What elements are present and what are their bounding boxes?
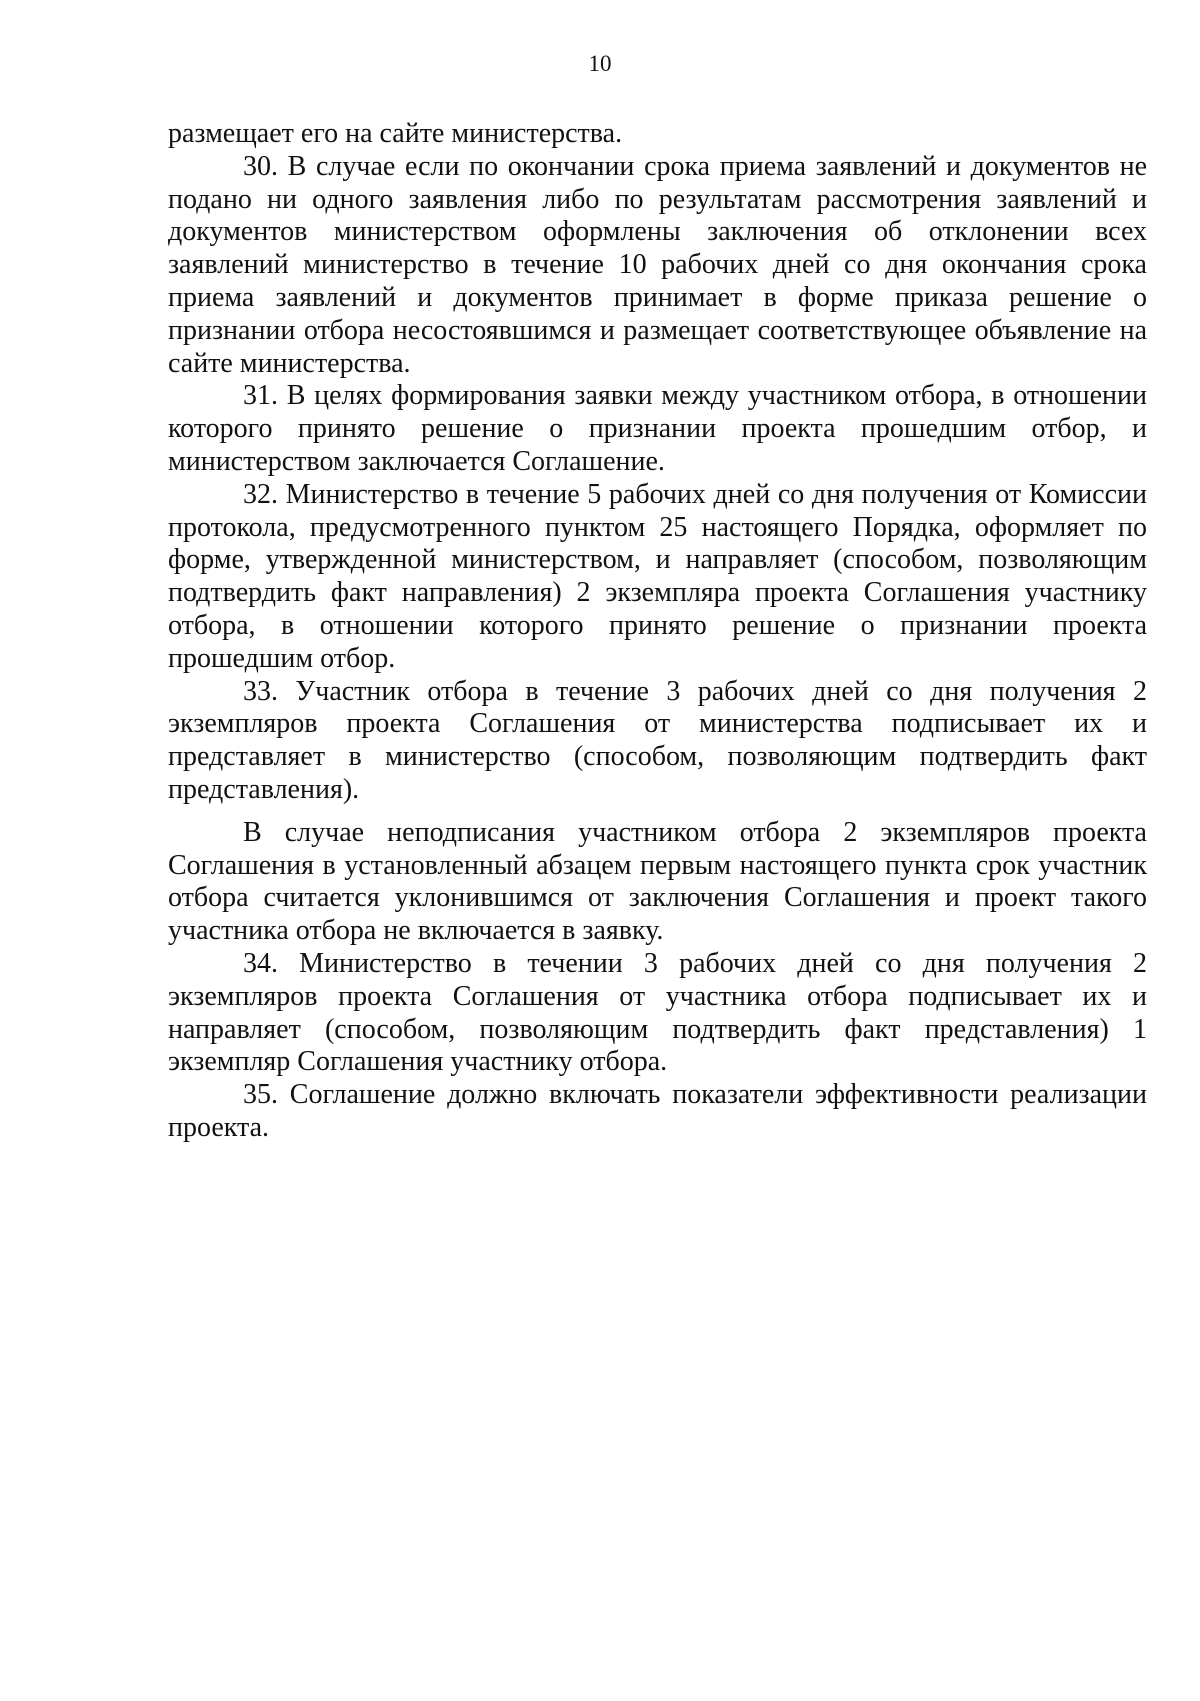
paragraph-item-33-second: В случае неподписания участником отбора 2 экземпляров проекта Соглашения в установленный абзацем первым настоящего пункта срок участник отбора считается уклонившимся от заключения Соглашения и проект такого участника отбора не включается в заявку. (168, 816, 1147, 947)
paragraph-item-31: 31. В целях формирования заявки между участником отбора, в отношении которого принято решение о признании проекта прошедшим отбор, и министерством заключается Соглашение. (168, 380, 1147, 477)
paragraph-continuation: размещает его на сайте министерства. (168, 118, 623, 149)
paragraph-item-34: 34. Министерство в течении 3 рабочих дней со дня получения 2 экземпляров проекта Соглашения от участника отбора подписывает их и направляет (способом, позволяющим подтвердить факт представления) 1 экземпляр Соглашения участнику отбора. (168, 947, 1147, 1078)
paragraph-item-33: 33. Участник отбора в течение 3 рабочих дней со дня получения 2 экземпляров проекта Соглашения от министерства подписывает их и представляет в министерство (способом, позволяющим подтвердить факт представления). (168, 675, 1147, 805)
page-number: 10 (588, 51, 612, 76)
paragraph-item-35: 35. Соглашение должно включать показатели эффективности реализации проекта. (168, 1079, 1147, 1143)
document-body (168, 118, 1147, 1145)
paragraph-item-30: 30. В случае если по окончании срока приема заявлений и документов не подано ни одного заявления либо по результатам рассмотрения заявлений и документов министерством оформлены заключения об отклонении всех заявлений министерство в течение 10 рабочих дней со дня окончания срока приема заявлений и документов принимает в форме приказа решение о признании отбора несостоявшимся и размещает соответствующее объявление на сайте министерства. (168, 150, 1147, 379)
paragraph-item-32: 32. Министерство в течение 5 рабочих дней со дня получения от Комиссии протокола, предусмотренного пунктом 25 настоящего Порядка, оформляет по форме, утвержденной министерством, и направляет (способом, позволяющим подтвердить факт направления) 2 экземпляра проекта Соглашения участнику отбора, в отношении которого принято решение о признании проекта прошедшим отбор. (168, 478, 1147, 674)
